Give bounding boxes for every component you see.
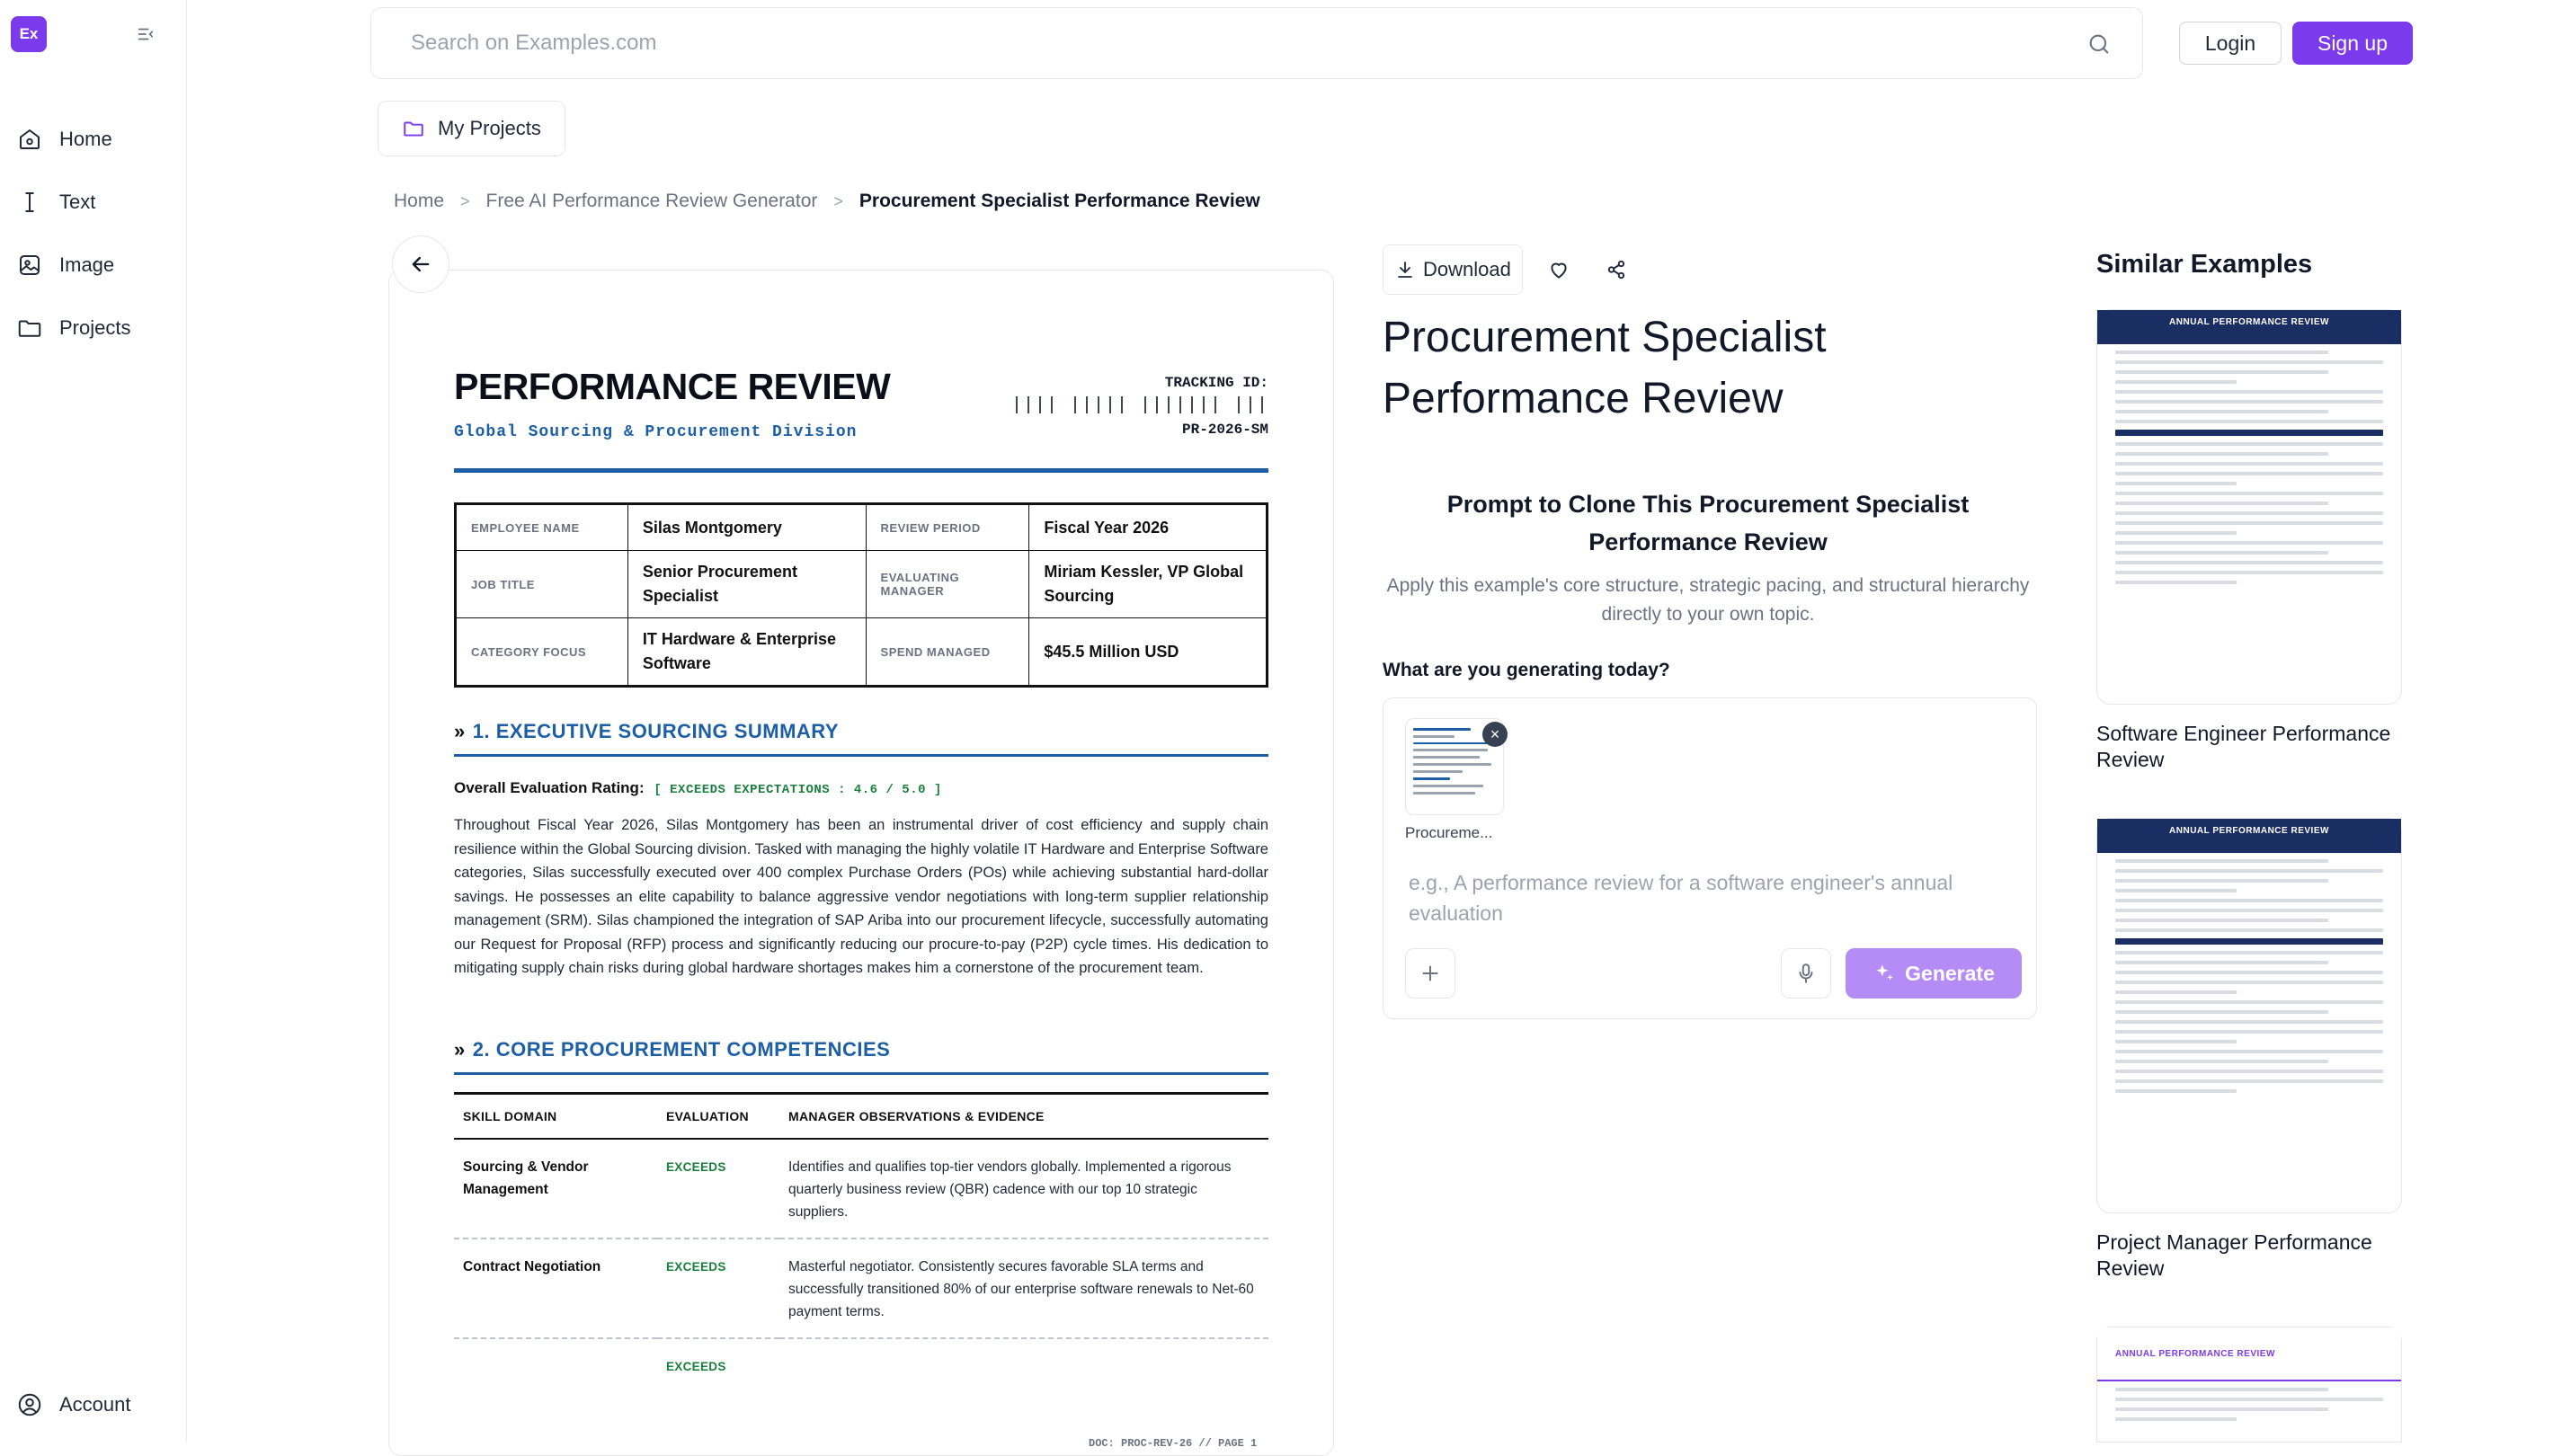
back-button[interactable] (392, 235, 449, 293)
page-title: Procurement Specialist Performance Review (1383, 314, 1827, 422)
download-button[interactable] (1383, 244, 1523, 295)
search-input[interactable] (411, 31, 2047, 56)
sidebar (0, 0, 187, 1443)
folder-icon (402, 117, 425, 140)
breadcrumb-current: Procurement Specialist Performance Review (858, 191, 1260, 211)
tracking-label: TRACKING ID: (1164, 375, 1268, 391)
summary-paragraph: Throughout Fiscal Year 2026, Silas Montgomery has been an instrumental driver of cost efficiency and supply chain resilience within the Global Sourcing division. Tasked with managing the highly volatile IT Hardware and Enterprise Software categories, Silas successfully executed over 400 complex Purchase Orders (POs) while achieving substantial hard-dollar savings. He possesses an elite capability to balance aggressive vendor negotiations with long-term supplier relationship management (SRM). Silas championed the integration of SAP Ariba into our procurement lifecycle, successfully automating our Request for Proposal (RFP) process and significantly reducing our procure-to-pay (P2P) cycle times. His dedication to mitigating supply chain risks during global hardware shortages makes him a cornerstone of the procurement team. (454, 817, 1268, 976)
download-label: Download (1423, 258, 1511, 280)
evaluation-cell: EXCEEDS (657, 1139, 779, 1238)
my-projects-label: My Projects (438, 117, 541, 139)
observation-cell: Identifies and qualifies top-tier vendors globally. Implemented a rigorous quarterly business review (QBR) cadence with our top 10 strategic suppliers. (779, 1139, 1268, 1238)
info-value: Fiscal Year 2026 (1029, 504, 1268, 551)
thumbnail-header: ANNUAL PERFORMANCE REVIEW (2097, 1327, 2401, 1381)
similar-example-card[interactable] (2096, 309, 2406, 773)
document-title: PERFORMANCE REVIEW (454, 366, 891, 407)
info-value: Silas Montgomery (627, 504, 866, 551)
tracking-block (1011, 371, 1268, 441)
prompt-title: Prompt to Clone This Procurement Specialist Performance Review (1446, 491, 1970, 555)
sidebar-item-label: Text (59, 191, 96, 213)
similar-example-card[interactable] (2096, 818, 2406, 1282)
breadcrumb-generator[interactable]: Free AI Performance Review Generator (485, 191, 818, 211)
breadcrumb (394, 191, 1260, 212)
voice-input-button[interactable] (1781, 948, 1831, 999)
share-icon (1605, 258, 1628, 281)
heart-icon (1547, 258, 1570, 281)
header-divider (454, 468, 1268, 473)
section-title: 2. CORE PROCUREMENT COMPETENCIES (472, 1038, 891, 1061)
sidebar-item-label: Projects (59, 316, 131, 339)
info-label: SPEND MANAGED (866, 618, 1029, 687)
section-title: 1. EXECUTIVE SOURCING SUMMARY (472, 720, 840, 742)
thumbnail-header: ANNUAL PERFORMANCE REVIEW (2097, 310, 2401, 344)
info-label: REVIEW PERIOD (866, 504, 1029, 551)
similar-example-card[interactable] (2096, 1327, 2406, 1443)
generating-label: What are you generating today? (1383, 660, 1670, 680)
my-projects-button[interactable] (378, 101, 565, 156)
table-row (454, 1139, 1268, 1238)
similar-example-name: Software Engineer Performance Review (2096, 722, 2391, 771)
info-label: CATEGORY FOCUS (456, 618, 628, 687)
attachment-name: Procureme... (1405, 824, 1493, 841)
section-heading (454, 720, 1268, 757)
prompt-composer (1383, 697, 2037, 1019)
sidebar-item-projects[interactable] (16, 297, 178, 360)
evaluation-cell: EXCEEDS (657, 1238, 779, 1338)
app-logo[interactable]: Ex (11, 16, 47, 52)
folder-icon (16, 315, 43, 342)
skill-cell (454, 1338, 657, 1392)
table-row (454, 1238, 1268, 1338)
similar-example-thumbnail (2096, 309, 2402, 705)
sidebar-item-home[interactable] (16, 108, 178, 171)
sidebar-item-label: Image (59, 253, 115, 276)
document-actions (1383, 244, 1638, 295)
barcode: |||| ||||| ||||||| ||| (1010, 395, 1268, 416)
share-button[interactable] (1595, 248, 1638, 291)
sidebar-item-image[interactable] (16, 234, 178, 297)
similar-example-name: Project Manager Performance Review (2096, 1230, 2372, 1280)
attachment-chip[interactable] (1405, 718, 1504, 842)
observation-cell (779, 1338, 1268, 1392)
breadcrumb-separator: > (460, 191, 470, 210)
overall-rating (454, 779, 942, 797)
prompt-input[interactable] (1409, 867, 2020, 936)
login-button[interactable]: Login (2179, 22, 2282, 65)
tracking-id: PR-2026-SM (1181, 422, 1268, 438)
search-icon[interactable] (2086, 31, 2112, 57)
column-header: EVALUATION (657, 1094, 779, 1140)
breadcrumb-separator: > (833, 191, 843, 210)
skill-cell: Contract Negotiation (454, 1238, 657, 1338)
info-value: Senior Procurement Specialist (627, 551, 866, 618)
section-marker: » (454, 720, 466, 742)
home-icon (16, 126, 43, 153)
section-marker: » (454, 1038, 466, 1061)
plus-icon (1419, 962, 1442, 985)
section-heading (454, 1038, 1268, 1075)
document-footer: DOC: PROC-REV-26 // PAGE 1 (1089, 1437, 1258, 1450)
signup-button[interactable]: Sign up (2292, 22, 2413, 65)
sidebar-nav (16, 108, 178, 360)
arrow-left-icon (408, 252, 433, 277)
competencies-table (454, 1092, 1268, 1392)
remove-attachment-icon[interactable]: × (1482, 722, 1508, 747)
sparkles-icon (1873, 962, 1896, 985)
info-value: Miriam Kessler, VP Global Sourcing (1029, 551, 1268, 618)
info-label: EMPLOYEE NAME (456, 504, 628, 551)
table-row (454, 1338, 1268, 1392)
favorite-button[interactable] (1537, 248, 1580, 291)
microphone-icon (1794, 962, 1818, 985)
generate-label: Generate (1905, 961, 1995, 985)
column-header: SKILL DOMAIN (454, 1094, 657, 1140)
thumbnail-header: ANNUAL PERFORMANCE REVIEW (2097, 819, 2401, 853)
text-cursor-icon (16, 189, 43, 216)
account-label: Account (59, 1393, 131, 1416)
search-bar (370, 7, 2143, 79)
column-header: MANAGER OBSERVATIONS & EVIDENCE (779, 1094, 1268, 1140)
evaluation-cell: EXCEEDS (666, 1360, 726, 1373)
add-attachment-button[interactable] (1405, 948, 1455, 999)
similar-examples-title: Similar Examples (2096, 250, 2313, 279)
observation-cell: Masterful negotiator. Consistently secures favorable SLA terms and successfully transitioned 80% of our enterprise software renewals to Net-60 payment terms. (779, 1238, 1268, 1338)
employee-info-table (454, 502, 1268, 688)
info-label: JOB TITLE (456, 551, 628, 618)
rating-label: Overall Evaluation Rating: (454, 779, 645, 796)
similar-example-thumbnail (2096, 818, 2402, 1213)
account-icon (16, 1391, 43, 1418)
account-link[interactable] (16, 1391, 131, 1418)
document-preview[interactable] (388, 270, 1334, 1456)
info-value: $45.5 Million USD (1029, 618, 1268, 687)
image-icon (16, 252, 43, 279)
collapse-sidebar-icon[interactable] (133, 22, 158, 47)
sidebar-item-label: Home (59, 128, 112, 150)
rating-badge: [ EXCEEDS EXPECTATIONS : 4.6 / 5.0 ] (654, 783, 942, 797)
download-icon (1394, 259, 1416, 280)
breadcrumb-home[interactable]: Home (394, 191, 445, 211)
info-value: IT Hardware & Enterprise Software (627, 618, 866, 687)
similar-example-thumbnail (2096, 1327, 2402, 1443)
prompt-description: Apply this example's core structure, strategic pacing, and structural hierarchy directly to your own topic. (1386, 575, 2030, 625)
sidebar-item-text[interactable] (16, 171, 178, 234)
info-label: EVALUATING MANAGER (866, 551, 1029, 618)
skill-cell: Sourcing & Vendor Management (454, 1139, 657, 1238)
document-subtitle: Global Sourcing & Procurement Division (454, 423, 858, 441)
generate-button[interactable] (1846, 948, 2022, 999)
